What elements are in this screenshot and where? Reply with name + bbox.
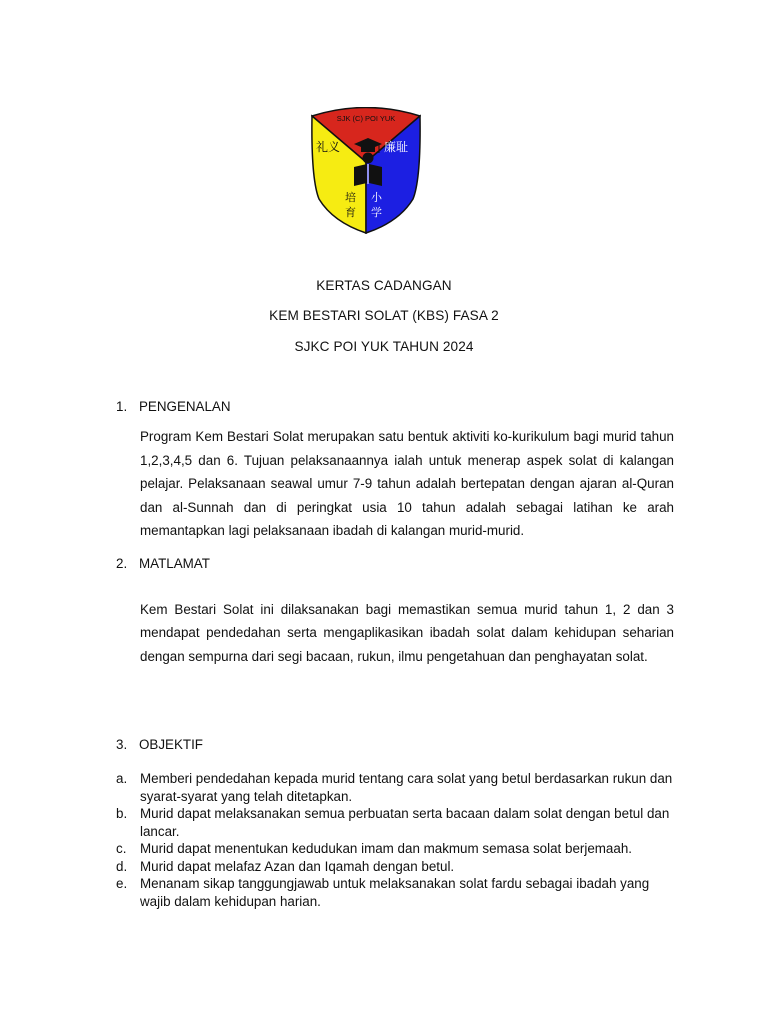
section-title: PENGENALAN <box>139 399 231 414</box>
title-line-2: KEM BESTARI SOLAT (KBS) FASA 2 <box>269 308 499 323</box>
crest-school-text: SJK (C) POI YUK <box>336 114 396 123</box>
crest-chinese-left: 礼义 <box>316 140 341 154</box>
crest-chinese-bottom-right-2: 学 <box>371 206 382 219</box>
crest-chinese-bottom-left-1: 培 <box>345 191 356 204</box>
list-marker: c. <box>116 841 127 856</box>
section-title: MATLAMAT <box>139 556 210 571</box>
section-body-matlamat: Kem Bestari Solat ini dilaksanakan bagi memastikan semua murid tahun 1, 2 dan 3 mendapat pendedahan serta mengaplikasikan ibadah solat dalam kehidupan seharian dengan sempurna dari segi bacaan, rukun, ilmu pengetahuan dan penghayatan solat. <box>140 602 674 664</box>
section-body-pengenalan: Program Kem Bestari Solat merupakan satu bentuk aktiviti ko-kurikulum bagi murid tahun 1,2,3,4,5 dan 6. Tujuan pelaksanaannya ialah untuk menerap aspek solat di kalangan pelajar. Pelaksanaan seawal umur 7-9 tahun adalah bertepatan dengan ajaran al-Quran dan al-Sunnah dan di peringkat usia 10 tahun adalah sebagai latihan ke arah memantapkan lagi pelaksanaan ibadah di kalangan murid-murid. <box>140 429 674 539</box>
objektif-list <box>116 770 676 910</box>
list-marker: e. <box>116 876 128 891</box>
list-marker: b. <box>116 806 128 821</box>
list-marker: d. <box>116 858 128 874</box>
title-line-1: KERTAS CADANGAN <box>316 278 452 293</box>
list-item-text: Murid dapat menentukan kedudukan imam dan makmum semasa solat berjemaah. <box>140 841 632 856</box>
list-item <box>116 770 676 805</box>
section-heading-matlamat <box>116 556 210 571</box>
section-heading-objektif <box>116 737 203 752</box>
list-item-text: Memberi pendedahan kepada murid tentang cara solat yang betul berdasarkan rukun dan syarat-syarat yang telah ditetapkan. <box>140 771 673 804</box>
crest-chinese-bottom-right-1: 小 <box>371 191 382 204</box>
crest-chinese-right: 廉耻 <box>384 140 409 154</box>
section-title: OBJEKTIF <box>139 737 203 752</box>
section-number: 3. <box>116 737 128 752</box>
list-marker: a. <box>116 771 128 786</box>
open-book-icon <box>354 164 382 186</box>
list-item <box>116 805 676 840</box>
list-item <box>116 840 676 858</box>
crest-chinese-bottom-left-2: 育 <box>345 206 356 219</box>
list-item <box>116 858 676 876</box>
list-item-text: Murid dapat melaksanakan semua perbuatan serta bacaan dalam solat dengan betul dan lancar. <box>140 806 670 839</box>
list-item-text: Murid dapat melafaz Azan dan Iqamah dengan betul. <box>140 858 455 874</box>
list-item-text: Menanam sikap tanggungjawab untuk melaksanakan solat fardu sebagai ibadah yang wajib dalam kehidupan harian. <box>140 876 650 909</box>
section-number: 1. <box>116 399 128 414</box>
title-line-3: SJKC POI YUK TAHUN 2024 <box>294 339 474 354</box>
section-heading-pengenalan <box>116 399 231 414</box>
section-number: 2. <box>116 556 128 571</box>
list-item <box>116 875 676 910</box>
school-crest-logo <box>311 107 421 234</box>
